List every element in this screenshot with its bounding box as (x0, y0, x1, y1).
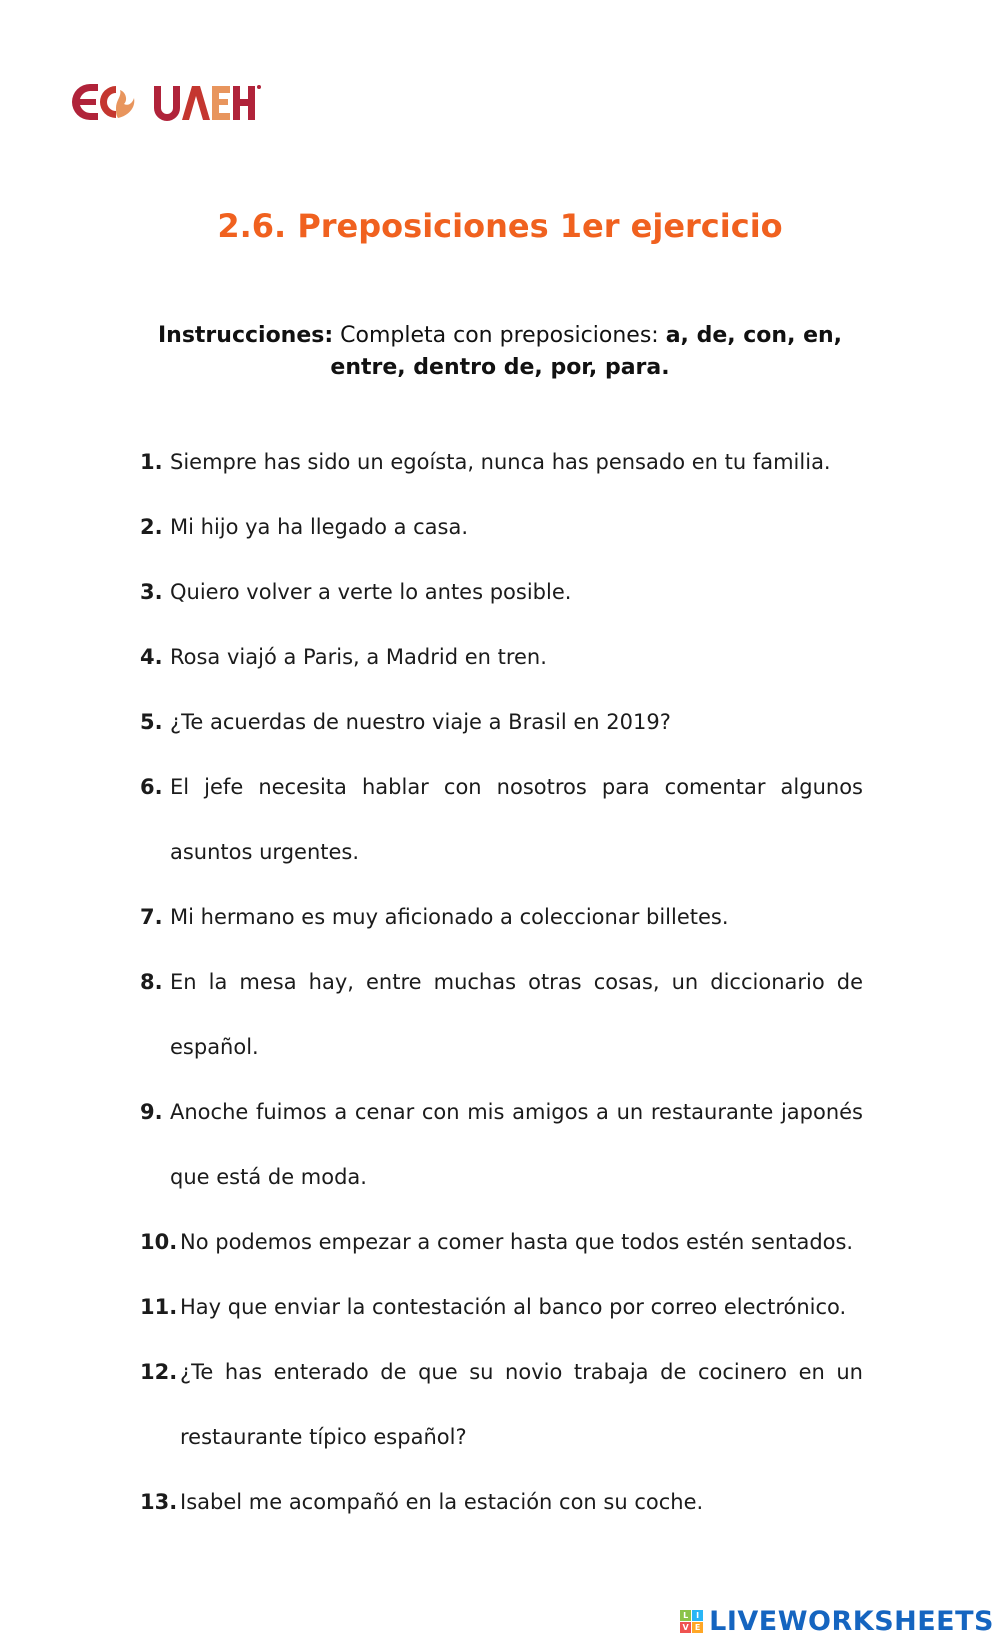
item-text: ¿Te has enterado de que su novio trabaja de cocinero en un restaurante típico español? (180, 1360, 863, 1449)
item-text: Isabel me acompañó en la estación con su coche. (180, 1490, 704, 1514)
exercise-item (140, 755, 863, 885)
item-number: 11. (140, 1295, 178, 1319)
item-text: Siempre has sido un egoísta, nunca has pensado en tu familia. (170, 450, 831, 474)
logo-letter: V (680, 1622, 691, 1633)
instructions-words: a, de, con, en, entre, dentro de, por, para. (330, 323, 843, 380)
item-number: 12. (140, 1360, 178, 1384)
item-text: Anoche fuimos a cenar con mis amigos a un restaurante japonés que está de moda. (170, 1100, 863, 1189)
item-number: 10. (140, 1230, 178, 1254)
item-text: ¿Te acuerdas de nuestro viaje a Brasil en 2019? (170, 710, 671, 734)
item-number: 3. (140, 580, 163, 604)
item-number: 8. (140, 970, 163, 994)
logo-letter: I (692, 1610, 703, 1621)
uaeh-logo (70, 78, 270, 126)
exercise-item (140, 495, 863, 560)
item-text: En la mesa hay, entre muchas otras cosas, un diccionario de español. (170, 970, 863, 1059)
ec-uaeh-logo-icon (70, 78, 270, 126)
item-text: Rosa viajó a Paris, a Madrid en tren. (170, 645, 547, 669)
item-number: 2. (140, 515, 163, 539)
liveworksheets-label: LIVEWORKSHEETS (709, 1605, 994, 1637)
exercise-item (140, 1470, 863, 1535)
logo-letter: E (692, 1622, 703, 1633)
item-text: Mi hermano es muy aficionado a coleccionar billetes. (170, 905, 729, 929)
instructions-label: Instrucciones: (157, 323, 334, 348)
item-text: No podemos empezar a comer hasta que todos estén sentados. (180, 1230, 854, 1254)
item-text: Hay que enviar la contestación al banco por correo electrónico. (180, 1295, 847, 1319)
item-number: 4. (140, 645, 163, 669)
exercise-item (140, 1275, 863, 1340)
item-number: 7. (140, 905, 163, 929)
exercise-item (140, 1080, 863, 1210)
exercise-item (140, 1340, 863, 1470)
item-number: 5. (140, 710, 163, 734)
item-number: 9. (140, 1100, 163, 1124)
item-number: 13. (140, 1490, 178, 1514)
exercise-list (140, 430, 863, 1535)
item-text: Quiero volver a verte lo antes posible. (170, 580, 572, 604)
item-number: 6. (140, 775, 163, 799)
logo-letter: L (680, 1610, 691, 1621)
exercise-item (140, 430, 863, 495)
exercise-item (140, 560, 863, 625)
exercise-item (140, 885, 863, 950)
liveworksheets-branding (680, 1603, 994, 1639)
page-title: 2.6. Preposiciones 1er ejercicio (217, 207, 783, 245)
exercise-item (140, 1210, 863, 1275)
exercise-item (140, 950, 863, 1080)
instructions-text: Completa con preposiciones: (340, 323, 659, 348)
instructions (140, 320, 860, 384)
item-number: 1. (140, 450, 163, 474)
exercise-item (140, 690, 863, 755)
exercise-item (140, 625, 863, 690)
item-text: Mi hijo ya ha llegado a casa. (170, 515, 469, 539)
liveworksheets-logo-icon (680, 1610, 703, 1633)
item-text: El jefe necesita hablar con nosotros para comentar algunos asuntos urgentes. (170, 775, 863, 864)
